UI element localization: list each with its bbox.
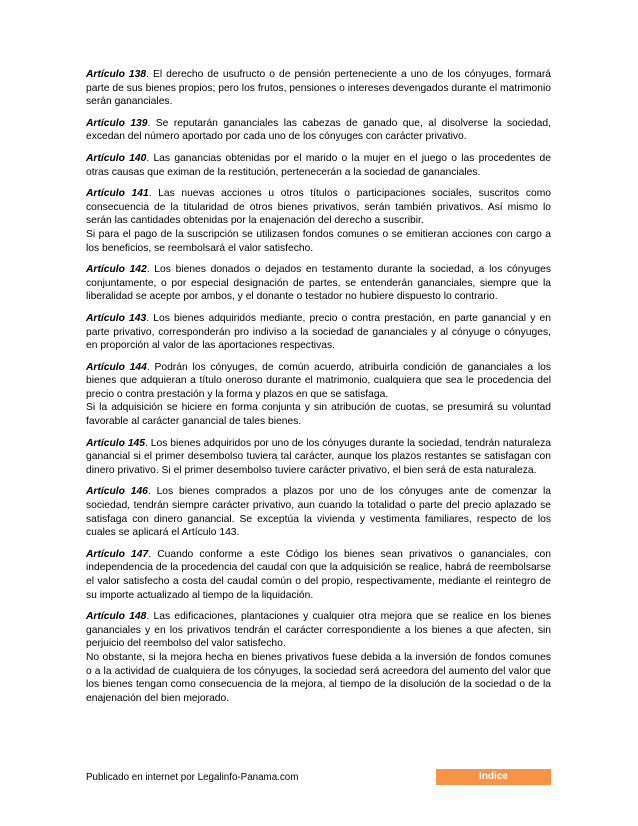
- article-label: Artículo 146: [86, 486, 148, 498]
- published-by-text: Publicado en internet por Legalinfo-Panama.com: [86, 772, 299, 783]
- article-text: . Las ganancias obtenidas por el marido o la mujer en el juego o las procedentes de otras causas que eximan de la restitución, pertenecerán a la sociedad de gananciales.: [86, 152, 551, 178]
- article-paragraph-2: No obstante, si la mejora hecha en bienes privativos fuese debida a la inversión de fondos comunes o a la actividad de cualquiera de los cónyuges, la sociedad será acreedora del aumento del valor que los bienes tengan como consecuencia de la mejora, al tiempo de la disolución de la sociedad o de la enajenación del bien mejorado.: [86, 651, 551, 704]
- article-label: Artículo 138: [86, 69, 147, 80]
- article-paragraph: [86, 485, 551, 539]
- index-button[interactable]: Indice: [436, 769, 551, 785]
- article-label: Artículo 147: [86, 548, 149, 560]
- article-paragraph: [86, 187, 551, 228]
- article-paragraph-2: Si para el pago de la suscripción se utilizasen fondos comunes o se emitieran acciones con cargo a los beneficios, se reembolsará el valor satisfecho.: [86, 228, 551, 254]
- article-paragraph: [86, 152, 551, 179]
- article-label: Artículo 143: [86, 312, 147, 324]
- article-text: . Cuando conforme a este Código los bienes sean privativos o gananciales, con independencia de la procedencia del caudal con que la adquisición se realice, habrá de reembolsarse el valor satisfecho a costa del caudal común o del propio, respectivamente, mediante el reintegro de su importe actualizado al tiempo de la liquidación.: [86, 548, 551, 601]
- article-paragraph: [86, 263, 551, 304]
- article-paragraph: [86, 548, 551, 602]
- article-text: . Los bienes adquiridos mediante, precio o contra prestación, en parte ganancial y en parte privativo, corresponderán pro indiviso a la sociedad de gananciales y al cónyuge o cónyuges, en proporción al valor de las aportaciones respectivas.: [86, 312, 551, 352]
- article-147: [86, 548, 551, 602]
- article-text: . Las edificaciones, plantaciones y cualquier otra mejora que se realice en los bienes gananciales y en los privativos tendrán el carácter correspondiente a los bienes a que afecten, sin perjuicio del reembolso del valor satisfecho.: [86, 611, 551, 650]
- article-140: [86, 152, 551, 179]
- article-144: [86, 361, 551, 429]
- article-138: [86, 68, 551, 109]
- article-text: . Los bienes comprados a plazos por uno de los cónyuges ante de comenzar la sociedad, tendrán siempre carácter privativo, aun cuando la totalidad o parte del precio aplazado se satisfaga con dinero ganancial. Se exceptúa la vivienda y vestimenta familiares, respecto de los cuales se aplicará el Artículo 143.: [86, 486, 551, 539]
- document-body: [86, 68, 551, 713]
- article-paragraph: [86, 361, 551, 402]
- article-paragraph: [86, 610, 551, 651]
- article-paragraph: [86, 312, 551, 353]
- article-paragraph: [86, 437, 551, 478]
- article-text: . Los bienes donados o dejados en testamento durante la sociedad, a los cónyuges conjuntamente, o por especial designación de partes, se entenderán gananciales, siempre que la liberalidad se acepte por ambos, y el donante o testador no hubiere dispuesto lo contrario.: [86, 264, 551, 303]
- article-141: [86, 187, 551, 255]
- article-148: [86, 610, 551, 705]
- article-label: Artículo 145: [86, 437, 145, 449]
- article-139: [86, 117, 551, 144]
- article-142: [86, 263, 551, 304]
- article-label: Artículo 144: [86, 361, 147, 373]
- article-text: . Se reputarán gananciales las cabezas de ganado que, al disolverse la sociedad, excedan del número aportado por cada uno de los cónyuges con carácter privativo.: [86, 117, 551, 143]
- page-footer: [86, 769, 551, 785]
- article-paragraph: [86, 117, 551, 144]
- article-text: . Las nuevas acciones u otros títulos o participaciones sociales, suscritos como consecuencia de la titularidad de otros bienes privativos, serán también privativos. Así mismo lo serán las cantidades obtenidas por la enajenación del derecho a suscribir.: [86, 188, 551, 227]
- article-label: Artículo 141: [86, 188, 149, 200]
- article-paragraph: [86, 68, 551, 109]
- article-text: . El derecho de usufructo o de pensión perteneciente a uno de los cónyuges, formará parte de sus bienes propios; pero los frutos, pensiones o intereses devengados durante el matrimonio serán gananciales.: [86, 69, 551, 108]
- article-143: [86, 312, 551, 353]
- article-label: Artículo 139: [86, 117, 148, 129]
- article-text: . Los bienes adquiridos por uno de los cónyuges durante la sociedad, tendrán naturaleza ganancial si el primer desembolso tuviera tal carácter, aunque los plazos restantes se satisfagan con dinero privativo. Si el primer desembolso tuviere carácter privativo, el bien será de esta naturaleza.: [86, 437, 551, 476]
- article-145: [86, 437, 551, 478]
- article-label: Artículo 148: [86, 611, 147, 623]
- article-146: [86, 485, 551, 539]
- article-paragraph-2: Si la adquisición se hiciere en forma conjunta y sin atribución de cuotas, se presumirá su voluntad favorable al carácter ganancial de tales bienes.: [86, 402, 551, 428]
- article-label: Artículo 142: [86, 264, 147, 276]
- article-text: . Podrán los cónyuges, de común acuerdo, atribuirla condición de gananciales a los bienes que adquieran a título oneroso durante el matrimonio, cualquiera que sea le procedencia del precio o contra prestación y la forma y plazos en que se satisfaga.: [86, 361, 551, 400]
- article-label: Artículo 140: [86, 152, 147, 164]
